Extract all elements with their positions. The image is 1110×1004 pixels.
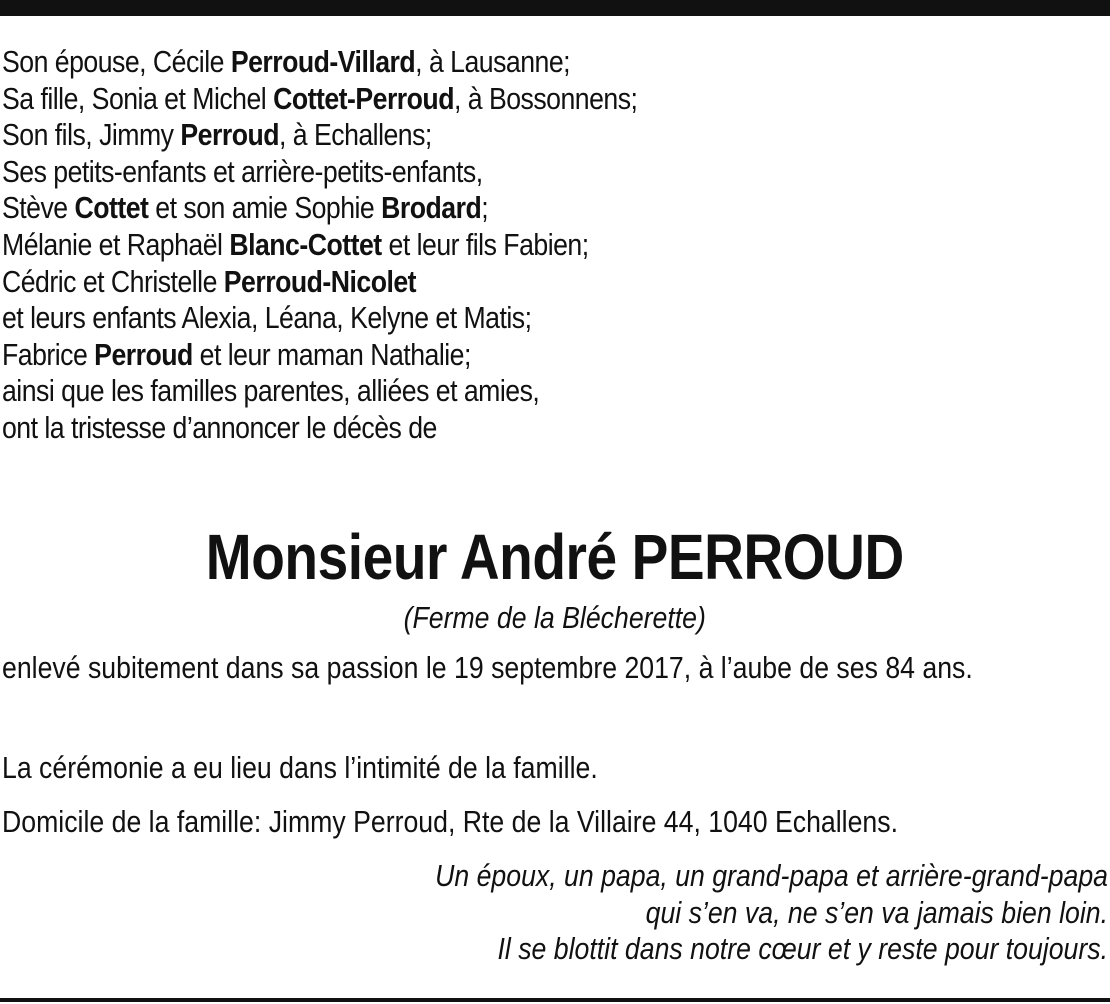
poem [0, 858, 1108, 968]
family-text: Son fils, Jimmy [2, 117, 181, 153]
family-line [2, 190, 948, 227]
family-surname: Perroud-Nicolet [223, 263, 417, 299]
family-line [2, 227, 948, 264]
family-text: ainsi que les familles parentes, alliées et amies, [2, 373, 540, 409]
family-surname: Brodard [381, 190, 482, 226]
family-list [2, 44, 948, 447]
poem-line: Il se blottit dans notre cœur et y reste pour toujours. [497, 931, 1109, 966]
deceased-subtitle-text: (Ferme de la Blécherette) [403, 600, 707, 635]
family-text: Ses petits-enfants et arrière-petits-enfants, [2, 153, 483, 189]
deceased-name-text: Monsieur André PERROUD [206, 521, 904, 593]
family-text: Mélanie et Raphaël [2, 226, 230, 262]
family-surname: Perroud-Villard [230, 44, 416, 79]
family-text: , à Bossonnens; [453, 80, 638, 116]
family-text: Stève [2, 190, 75, 226]
family-line [2, 410, 948, 447]
family-text: , à Lausanne; [415, 44, 571, 79]
family-surname: Cottet [74, 190, 149, 226]
family-line [2, 117, 948, 154]
family-text: ont la tristesse d’annoncer le décès de [2, 409, 437, 445]
family-line [2, 81, 948, 118]
family-text: , à Echallens; [279, 117, 432, 153]
family-text: et leur maman Nathalie; [192, 336, 471, 372]
family-line [2, 264, 948, 301]
family-text: et leurs enfants Alexia, Léana, Kelyne et Matis; [2, 300, 532, 336]
bottom-border-rule [0, 998, 1110, 1002]
family-surname: Perroud [94, 336, 193, 372]
family-text: et son amie Sophie [148, 190, 382, 226]
family-text: ; [481, 190, 489, 226]
poem-line: Un époux, un papa, un grand-papa et arrière-grand-papa [435, 858, 1108, 893]
family-text: Son épouse, Cécile [2, 44, 231, 79]
family-text: et leur fils Fabien; [381, 226, 589, 262]
domicile-paragraph: Domicile de la famille: Jimmy Perroud, Rte de la Villaire 44, 1040 Echallens. [2, 804, 898, 839]
death-notice-paragraph: enlevé subitement dans sa passion le 19 septembre 2017, à l’aube de ses 84 ans. [2, 650, 973, 685]
family-line [2, 373, 948, 410]
family-line [2, 337, 948, 374]
top-border-rule [0, 0, 1110, 16]
family-surname: Cottet-Perroud [273, 80, 454, 116]
family-surname: Perroud [180, 117, 280, 153]
family-text: Fabrice [2, 336, 95, 372]
family-text: Cédric et Christelle [2, 263, 224, 299]
ceremony-paragraph: La cérémonie a eu lieu dans l’intimité de la famille. [2, 750, 598, 785]
family-line [2, 154, 948, 191]
deceased-subtitle [0, 598, 1110, 638]
family-text: Sa fille, Sonia et Michel [2, 80, 274, 116]
family-line [2, 44, 948, 81]
family-line [2, 300, 948, 337]
family-surname: Blanc-Cottet [229, 226, 382, 262]
poem-line: qui s’en va, ne s’en va jamais bien loin. [645, 894, 1108, 930]
deceased-name [0, 519, 1110, 595]
